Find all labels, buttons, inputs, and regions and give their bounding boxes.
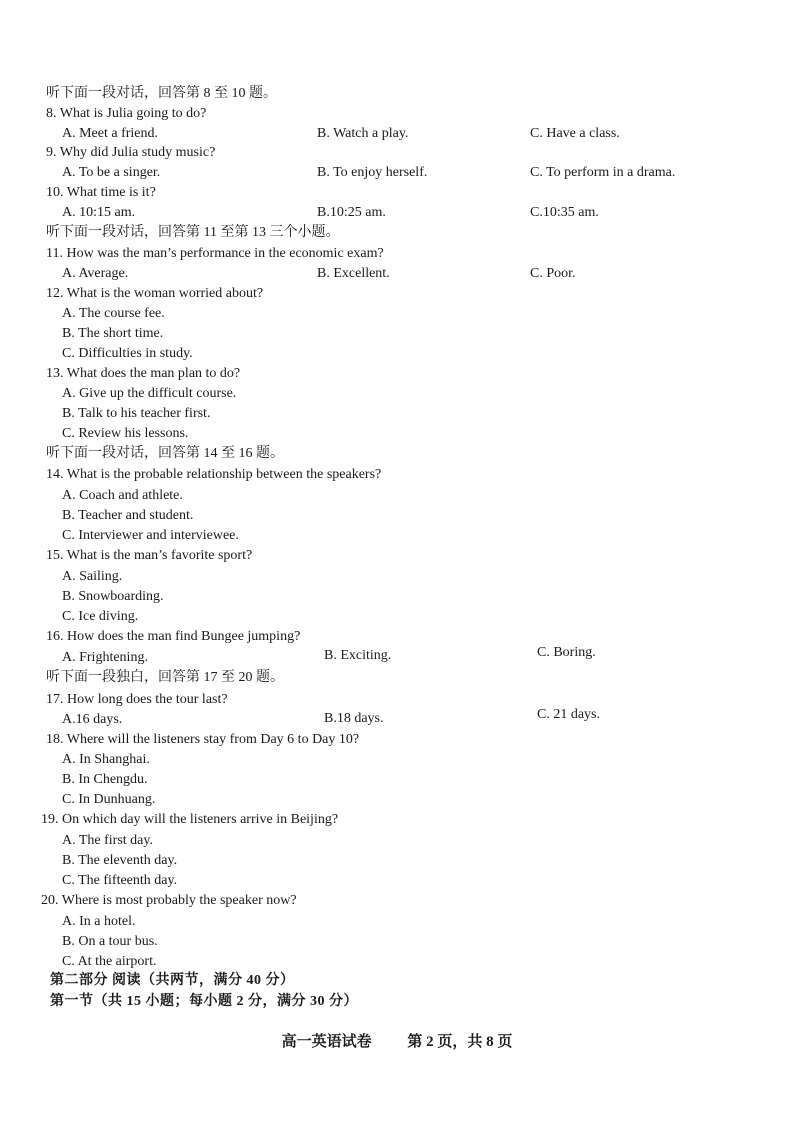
section-instruction-3: 听下面一段对话，回答第 14 至 16 题。 <box>46 446 284 461</box>
question-14-option-b: B. Teacher and student. <box>62 508 194 523</box>
question-12-option-b: B. The short time. <box>62 326 164 341</box>
footer-page-number: 第 2 页，共 8 页 <box>407 1034 513 1050</box>
page-footer <box>0 1030 794 1051</box>
question-13-stem: 13. What does the man plan to do? <box>46 366 241 381</box>
question-15-stem: 15. What is the man’s favorite sport? <box>46 548 253 563</box>
question-9-option-c: C. To perform in a drama. <box>530 165 676 180</box>
question-9-stem: 9. Why did Julia study music? <box>46 145 216 160</box>
section-instruction-1: 听下面一段对话，回答第 8 至 10 题。 <box>46 86 277 101</box>
question-10-stem: 10. What time is it? <box>46 185 156 200</box>
question-15-option-b: B. Snowboarding. <box>62 589 164 604</box>
question-16-option-a: A. Frightening. <box>62 650 148 665</box>
question-17-option-c: C. 21 days. <box>537 707 600 722</box>
section-instruction-4: 听下面一段独白，回答第 17 至 20 题。 <box>46 670 284 685</box>
question-10-option-c: C.10:35 am. <box>530 205 599 220</box>
question-18-stem: 18. Where will the listeners stay from Day 6 to Day 10? <box>46 732 360 747</box>
question-9-option-a: A. To be a singer. <box>62 165 161 180</box>
question-17-option-b: B.18 days. <box>324 711 384 726</box>
question-8-option-b: B. Watch a play. <box>317 126 409 141</box>
question-18-option-a: A. In Shanghai. <box>62 752 150 767</box>
question-20-option-b: B. On a tour bus. <box>62 934 158 949</box>
part-two-subheading: 第一节（共 15 小题；每小题 2 分，满分 30 分） <box>50 994 358 1009</box>
question-18-option-b: B. In Chengdu. <box>62 772 148 787</box>
question-17-option-a: A.16 days. <box>62 712 123 727</box>
question-17-stem: 17. How long does the tour last? <box>46 692 228 707</box>
question-11-option-b: B. Excellent. <box>317 266 390 281</box>
question-10-option-a: A. 10:15 am. <box>62 205 136 220</box>
footer-exam-title: 高一英语试卷 <box>281 1034 372 1050</box>
question-8-stem: 8. What is Julia going to do? <box>46 106 207 121</box>
question-12-option-c: C. Difficulties in study. <box>62 346 193 361</box>
section-instruction-2: 听下面一段对话，回答第 11 至第 13 三个小题。 <box>46 225 340 240</box>
question-14-option-c: C. Interviewer and interviewee. <box>62 528 239 543</box>
question-20-stem: 20. Where is most probably the speaker now? <box>41 893 297 908</box>
question-19-option-c: C. The fifteenth day. <box>62 873 178 888</box>
question-19-stem: 19. On which day will the listeners arrive in Beijing? <box>41 812 339 827</box>
question-14-option-a: A. Coach and athlete. <box>62 488 183 503</box>
part-two-heading: 第二部分 阅读（共两节，满分 40 分） <box>50 973 295 988</box>
question-11-option-a: A. Average. <box>62 266 129 281</box>
question-12-stem: 12. What is the woman worried about? <box>46 286 264 301</box>
question-15-option-c: C. Ice diving. <box>62 609 139 624</box>
question-20-option-a: A. In a hotel. <box>62 914 136 929</box>
question-9-option-b: B. To enjoy herself. <box>317 165 428 180</box>
question-8-option-a: A. Meet a friend. <box>62 126 159 141</box>
question-12-option-a: A. The course fee. <box>62 306 165 321</box>
question-14-stem: 14. What is the probable relationship between the speakers? <box>46 467 382 482</box>
question-8-option-c: C. Have a class. <box>530 126 620 141</box>
question-13-option-a: A. Give up the difficult course. <box>62 386 237 401</box>
question-11-stem: 11. How was the man’s performance in the economic exam? <box>46 246 384 261</box>
question-10-option-b: B.10:25 am. <box>317 205 386 220</box>
question-19-option-b: B. The eleventh day. <box>62 853 178 868</box>
question-19-option-a: A. The first day. <box>62 833 153 848</box>
question-16-option-b: B. Exciting. <box>324 648 392 663</box>
question-13-option-b: B. Talk to his teacher first. <box>62 406 211 421</box>
question-16-option-c: C. Boring. <box>537 645 596 660</box>
question-16-stem: 16. How does the man find Bungee jumping? <box>46 629 301 644</box>
question-15-option-a: A. Sailing. <box>62 569 123 584</box>
question-20-option-c: C. At the airport. <box>62 954 157 969</box>
question-13-option-c: C. Review his lessons. <box>62 426 189 441</box>
question-18-option-c: C. In Dunhuang. <box>62 792 156 807</box>
question-11-option-c: C. Poor. <box>530 266 576 281</box>
